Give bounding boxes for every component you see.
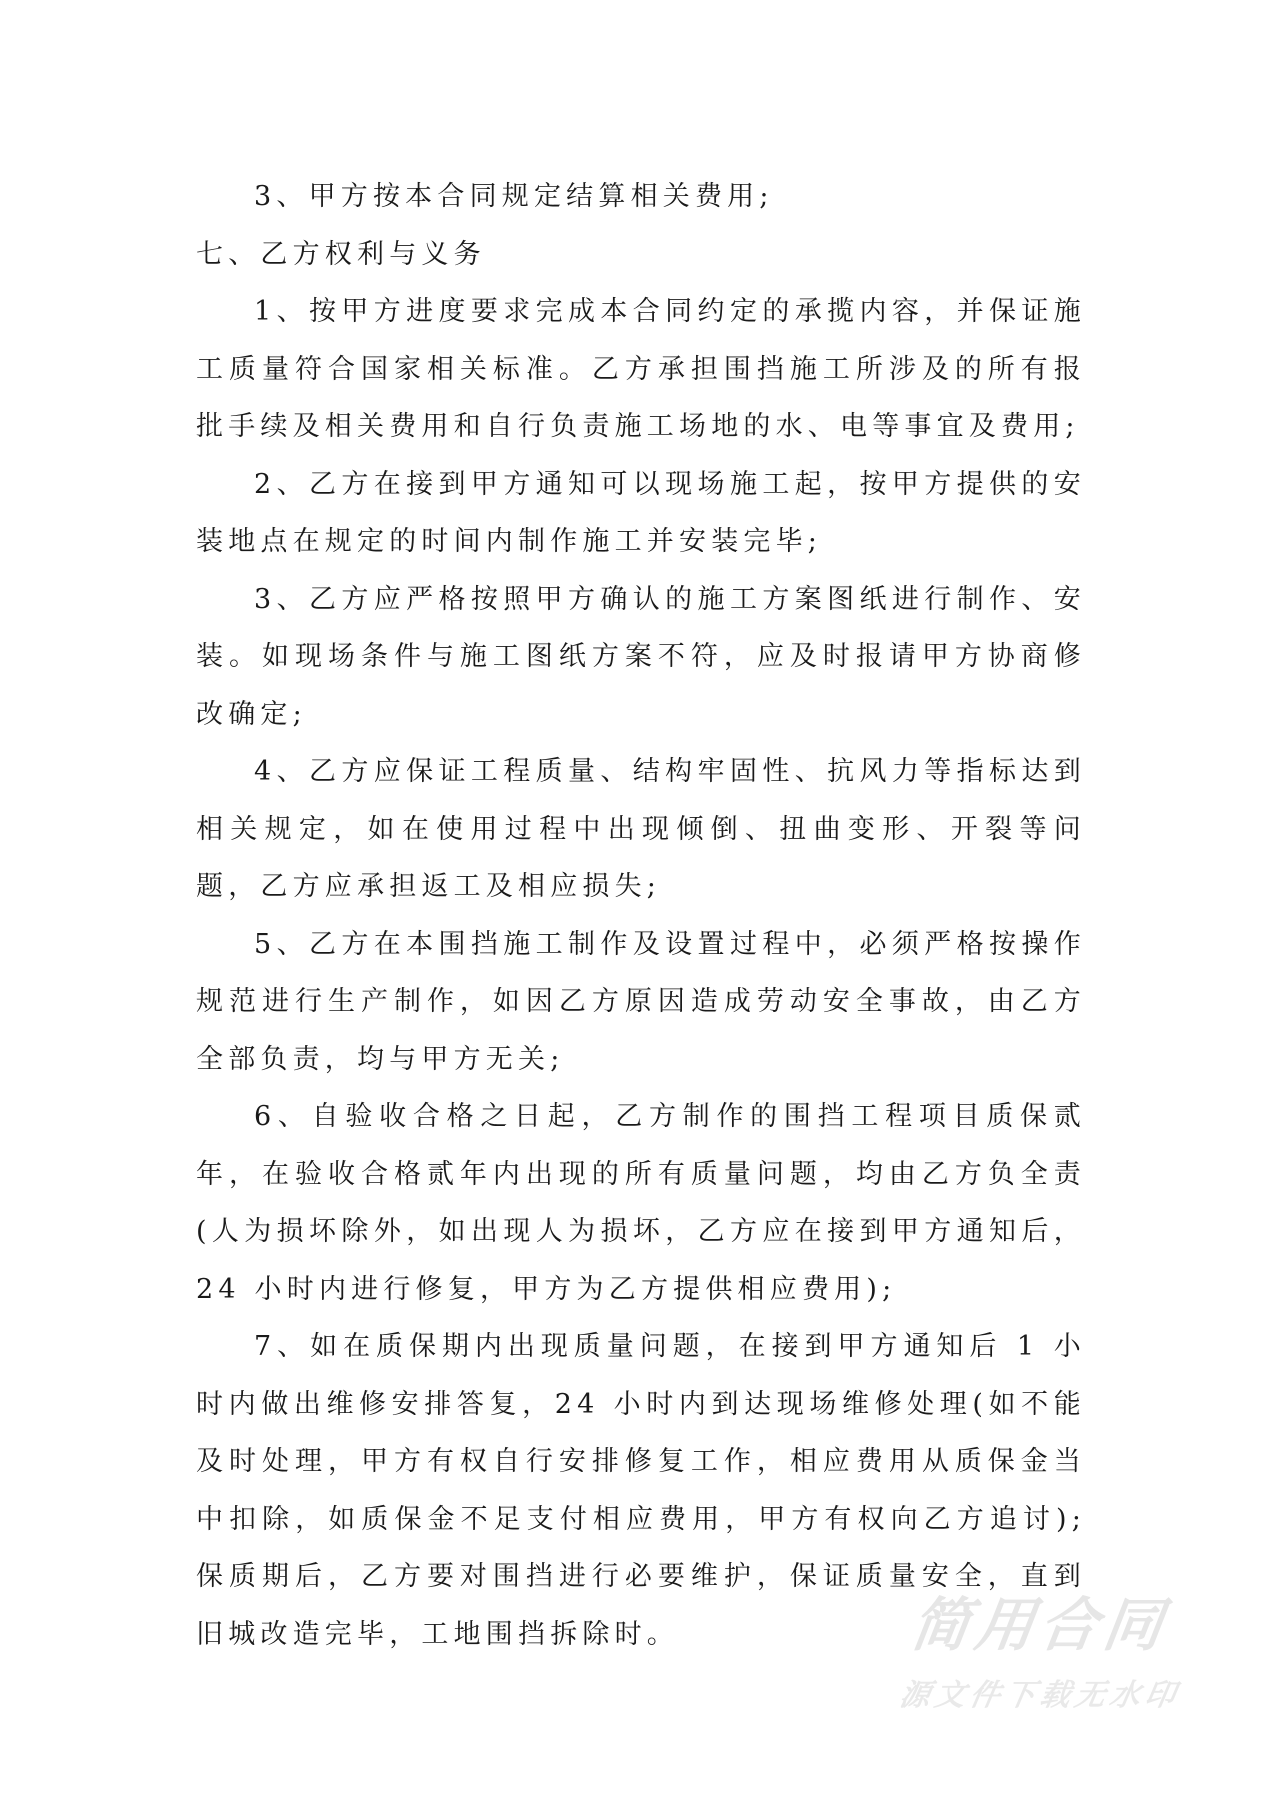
clause-7-item-7: 7、如在质保期内出现质量问题，在接到甲方通知后 1 小时内做出维修安排答复，24 小时内到达现场维修处理(如不能及时处理，甲方有权自行安排修复工作，相应费用从质保金当中扣除，如质保金不足支付相应费用，甲方有权向乙方追讨);保质期后，乙方要对围挡进行必要维护，保证质量安全，直到旧城改造完毕，工地围挡拆除时。: [196, 1331, 1086, 1650]
clause-7-item-6: 6、自验收合格之日起，乙方制作的围挡工程项目质保贰年，在验收合格贰年内出现的所有质量问题，均由乙方负全责(人为损坏除外，如出现人为损坏，乙方应在接到甲方通知后，24 小时内进行修复，甲方为乙方提供相应费用);: [196, 1101, 1086, 1305]
clause-6-item-3: 3、甲方按本合同规定结算相关费用;: [254, 181, 774, 212]
clause-7-item-5: 5、乙方在本围挡施工制作及设置过程中，必须严格按操作规范进行生产制作，如因乙方原因造成劳动安全事故，由乙方全部负责，均与甲方无关;: [196, 928, 1086, 1075]
clause-7-item-3: 3、乙方应严格按照甲方确认的施工方案图纸进行制作、安装。如现场条件与施工图纸方案不符，应及时报请甲方协商修改确定;: [196, 583, 1086, 730]
clause-7-item-1: 1、按甲方进度要求完成本合同约定的承揽内容，并保证施工质量符合国家相关标准。乙方承担围挡施工所涉及的所有报批手续及相关费用和自行负责施工场地的水、电等事宜及费用;: [196, 296, 1086, 442]
watermark-brand: 简用合同: [907, 1591, 1173, 1659]
clause-7-item-4: 4、乙方应保证工程质量、结构牢固性、抗风力等指标达到相关规定，如在使用过程中出现倾倒、扭曲变形、开裂等问题，乙方应承担返工及相应损失;: [196, 756, 1086, 902]
section-heading-party-b-rights: 七、乙方权利与义务: [196, 238, 486, 270]
clause-7-item-2: 2、乙方在接到甲方通知可以现场施工起，按甲方提供的安装地点在规定的时间内制作施工并安装完毕;: [196, 468, 1086, 557]
contract-body: [196, 168, 1086, 1663]
watermark-tagline: 源文件下载无水印: [897, 1678, 1184, 1713]
